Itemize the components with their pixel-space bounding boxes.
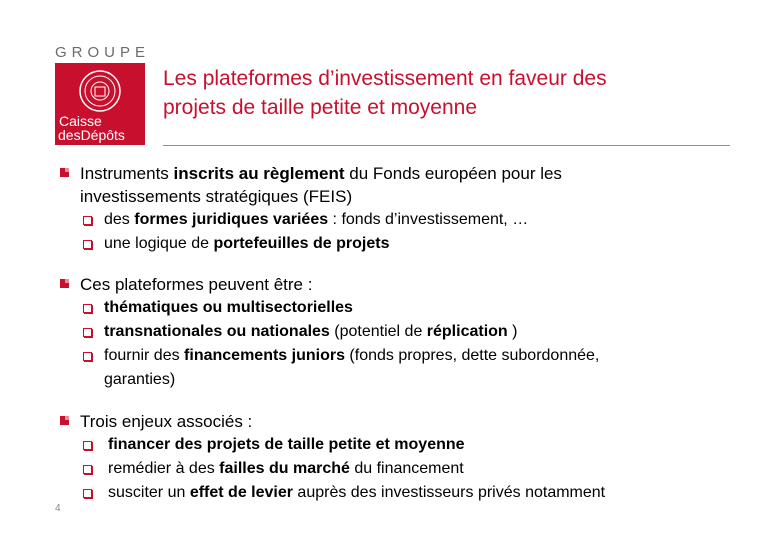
bullet-level1 [60, 273, 740, 296]
bullet-level1 [60, 162, 740, 208]
bold-run: portefeuilles de projets [213, 235, 390, 252]
section-plateformes [60, 273, 740, 392]
bullet-level2 [60, 208, 740, 232]
title-line-1: Les plateformes d’investissement en faveur des [163, 67, 607, 90]
text-run: : fonds d’investissement, … [328, 211, 529, 228]
title-divider [163, 145, 730, 146]
checkbox-bullet-icon [83, 216, 92, 225]
bullet-level2 [60, 457, 740, 481]
bullet-level2 [60, 344, 740, 392]
logo-text-caisse: Caisse [59, 113, 102, 129]
text-run: une logique de [104, 235, 214, 252]
checkbox-bullet-icon [83, 441, 92, 450]
text-run: investissements stratégiques (FEIS) [80, 187, 353, 206]
page-number: 4 [55, 503, 61, 514]
bold-run: inscrits au règlement [173, 164, 345, 183]
text-run: remédier à des [108, 460, 220, 477]
text-run: du financement [349, 460, 464, 477]
logo-text-des-depots: desDépôts [58, 127, 125, 143]
text-run: fournir des [104, 347, 185, 364]
text-run: des [104, 211, 135, 228]
bullet-level2 [60, 320, 740, 344]
bullet-level2 [60, 232, 740, 256]
bold-run: financer des projets de taille petite et moyenne [108, 436, 465, 453]
bold-run: failles du marché [219, 460, 350, 477]
checkbox-bullet-icon [83, 240, 92, 249]
text-run: ) [507, 323, 518, 340]
title-line-2: projets de taille petite et moyenne [163, 96, 478, 119]
bullet-level2 [60, 433, 740, 457]
text-run: Ces plateformes peuvent être : [80, 275, 313, 294]
caisse-des-depots-logo [55, 63, 145, 145]
text-run: auprès des investisseurs privés notamment [292, 484, 606, 501]
section-enjeux [60, 410, 740, 505]
text-run: garanties) [104, 371, 176, 388]
checkbox-bullet-icon [83, 489, 92, 498]
bold-run: formes juridiques variées [134, 211, 329, 228]
text-run: Trois enjeux associés : [80, 412, 253, 431]
bold-run: thématiques ou multisectorielles [104, 299, 353, 316]
page-title [163, 64, 743, 122]
seal-icon [78, 69, 122, 113]
checkbox-bullet-icon [83, 465, 92, 474]
text-run: (potentiel de [329, 323, 427, 340]
checkbox-bullet-icon [83, 304, 92, 313]
checkbox-bullet-icon [83, 352, 92, 361]
text-run: (fonds propres, dette subordonnée, [344, 347, 600, 364]
text-run: Instruments [80, 164, 174, 183]
checkbox-bullet-icon [83, 328, 92, 337]
bullet-level2 [60, 296, 740, 320]
section-instruments [60, 162, 740, 256]
text-run: du Fonds européen pour les [344, 164, 562, 183]
square-bullet-icon [60, 279, 69, 288]
square-bullet-icon [60, 416, 69, 425]
bold-run: financements juniors [184, 347, 345, 364]
bold-run: réplication [426, 323, 508, 340]
bullet-level1 [60, 410, 740, 433]
groupe-label: GROUPE [55, 44, 151, 61]
bold-run: effet de levier [189, 484, 293, 501]
square-bullet-icon [60, 168, 69, 177]
bold-run: transnationales ou nationales [104, 323, 330, 340]
text-run: susciter un [108, 484, 190, 501]
bullet-level2 [60, 481, 740, 505]
